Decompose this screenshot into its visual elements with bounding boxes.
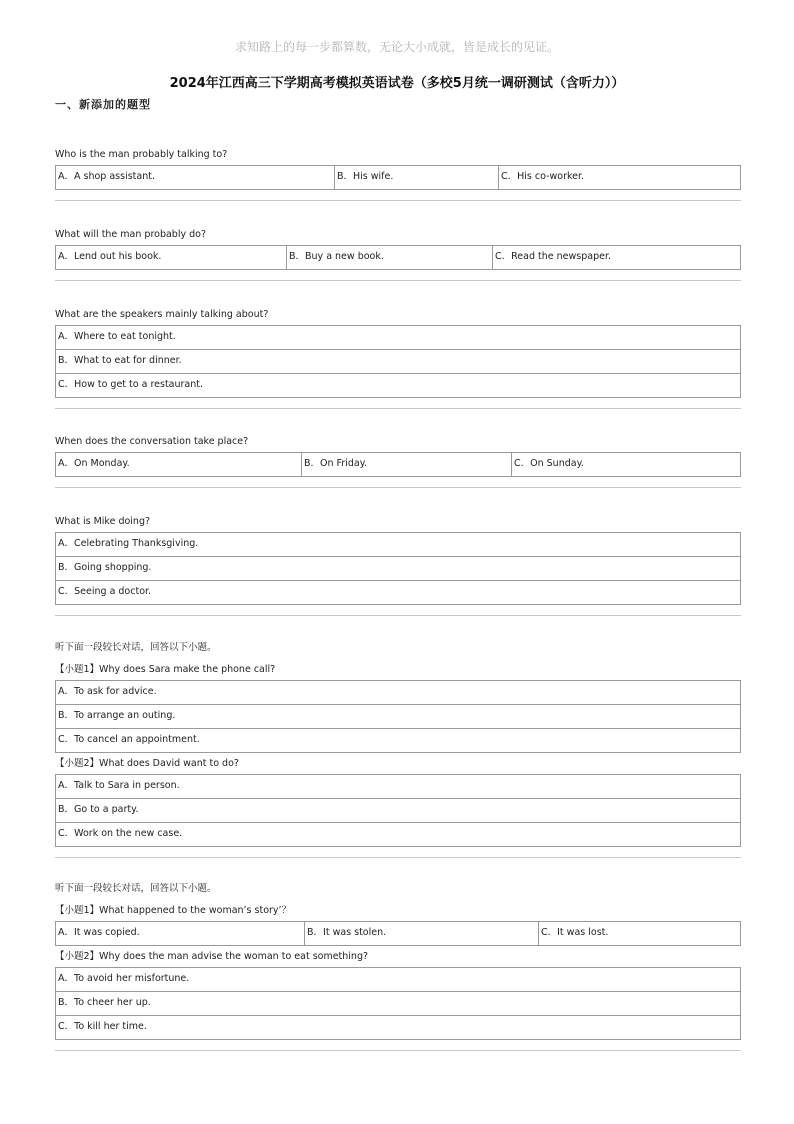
sub-question-text: 【小题1】Why does Sara make the phone call? — [55, 664, 276, 675]
divider — [55, 615, 741, 616]
options-table — [55, 967, 741, 1040]
motto-header: 求知路上的每一步都算数，无论大小成就，皆是成长的见证。 — [234, 40, 559, 54]
option-a[interactable]: A．Where to eat tonight. — [58, 331, 176, 342]
options-table — [55, 452, 741, 477]
options-table — [55, 532, 741, 605]
option-a[interactable]: A．To avoid her misfortune. — [58, 973, 190, 984]
section-heading: 一、新添加的题型 — [55, 98, 151, 111]
option-a[interactable]: A．Celebrating Thanksgiving. — [58, 538, 199, 549]
option-c[interactable]: C．Seeing a doctor. — [58, 586, 152, 597]
exam-title: 2024年江西高三下学期高考模拟英语试卷（多校5月统一调研测试（含听力）） — [169, 76, 625, 91]
option-b[interactable]: B．Go to a party. — [58, 804, 139, 815]
divider — [55, 857, 741, 858]
sub-question-text: 【小题1】What happened to the woman’s story’？ — [55, 905, 292, 916]
option-a[interactable]: A．To ask for advice. — [58, 686, 157, 697]
question-intro: 听下面一段较长对话，回答以下小题。 — [55, 642, 217, 653]
question-2 — [55, 228, 741, 281]
question-text: When does the conversation take place? — [55, 436, 249, 447]
option-c[interactable]: C．Work on the new case. — [58, 828, 183, 839]
options-table — [55, 680, 741, 753]
question-7 — [55, 882, 741, 1051]
question-text: What is Mike doing? — [55, 516, 151, 527]
option-b[interactable]: B．Buy a new book. — [286, 246, 492, 269]
option-a[interactable]: A．Lend out his book. — [58, 251, 162, 262]
option-c[interactable]: C．How to get to a restaurant. — [58, 379, 204, 390]
option-b[interactable]: B．What to eat for dinner. — [58, 355, 182, 366]
question-3 — [55, 308, 741, 409]
question-text: What are the speakers mainly talking about? — [55, 309, 269, 320]
divider — [55, 280, 741, 281]
option-c[interactable]: C．To kill her time. — [58, 1021, 147, 1032]
option-c[interactable]: C．On Sunday. — [511, 453, 740, 476]
option-c[interactable]: C．It was lost. — [538, 922, 740, 945]
option-b[interactable]: B．Going shopping. — [58, 562, 152, 573]
option-b[interactable]: B．It was stolen. — [304, 922, 538, 945]
question-text: What will the man probably do? — [55, 229, 207, 240]
option-c[interactable]: C．His co-worker. — [498, 166, 740, 189]
divider — [55, 408, 741, 409]
question-text: Who is the man probably talking to? — [55, 149, 228, 160]
question-6 — [55, 641, 741, 858]
option-a[interactable]: A．Talk to Sara in person. — [58, 780, 180, 791]
divider — [55, 487, 741, 488]
options-table — [55, 325, 741, 398]
options-table — [55, 921, 741, 946]
option-a[interactable]: A．It was copied. — [58, 927, 140, 938]
options-table — [55, 165, 741, 190]
question-5 — [55, 515, 741, 616]
option-b[interactable]: B．To arrange an outing. — [58, 710, 176, 721]
options-table — [55, 245, 741, 270]
divider — [55, 200, 741, 201]
option-c[interactable]: C．To cancel an appointment. — [58, 734, 200, 745]
option-a[interactable]: A．A shop assistant. — [58, 171, 155, 182]
divider — [55, 1050, 741, 1051]
option-b[interactable]: B．On Friday. — [301, 453, 511, 476]
sub-question-text: 【小题2】Why does the man advise the woman to eat something? — [55, 951, 369, 962]
options-table — [55, 774, 741, 847]
question-4 — [55, 435, 741, 488]
option-a[interactable]: A．On Monday. — [58, 458, 130, 469]
sub-question-text: 【小题2】What does David want to do? — [55, 758, 239, 769]
question-intro: 听下面一段较长对话，回答以下小题。 — [55, 883, 217, 894]
option-c[interactable]: C．Read the newspaper. — [492, 246, 740, 269]
option-b[interactable]: B．To cheer her up. — [58, 997, 151, 1008]
question-1 — [55, 148, 741, 201]
option-b[interactable]: B．His wife. — [334, 166, 498, 189]
